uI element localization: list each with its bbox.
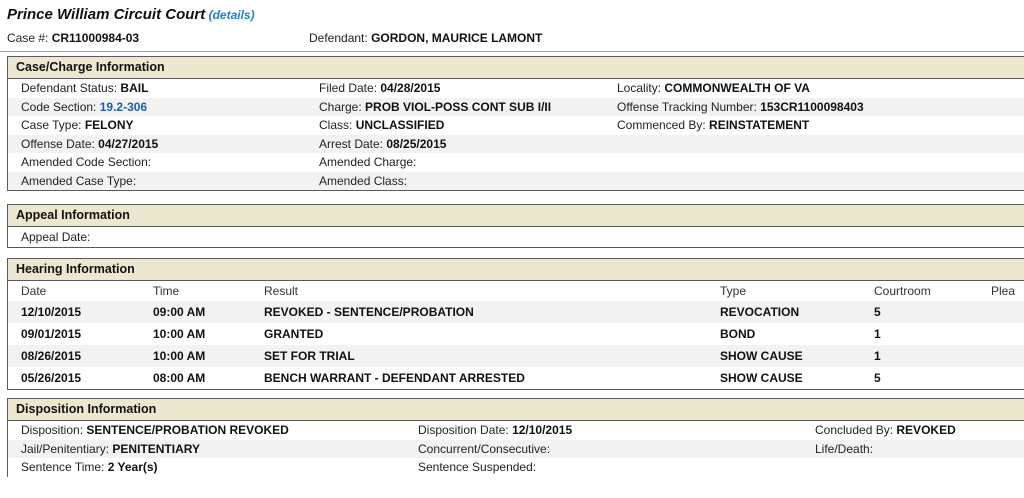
column-header: Type bbox=[720, 284, 747, 298]
field-value: 12/10/2015 bbox=[512, 423, 573, 437]
field-label: Life/Death: bbox=[815, 441, 874, 456]
info-row bbox=[8, 135, 1024, 154]
field-label: Amended Class: bbox=[319, 173, 408, 188]
info-field bbox=[319, 153, 416, 172]
info-row bbox=[8, 98, 1024, 117]
code-section-link[interactable]: 19.2-306 bbox=[99, 99, 148, 114]
field-label: Jail/Penitentiary: bbox=[21, 441, 110, 456]
field-label: Case Type: bbox=[21, 118, 82, 132]
disposition-section bbox=[7, 398, 1024, 477]
court-heading bbox=[7, 6, 1017, 23]
column-header: Result bbox=[264, 284, 299, 298]
table-cell: 1 bbox=[874, 349, 881, 363]
field-value: BAIL bbox=[120, 81, 149, 95]
info-field bbox=[319, 116, 444, 135]
table-cell: GRANTED bbox=[264, 327, 324, 341]
info-field bbox=[617, 98, 864, 117]
info-row bbox=[8, 458, 1024, 477]
field-value: PROB VIOL-POSS CONT SUB I/II bbox=[365, 99, 552, 114]
table-cell: BENCH WARRANT - DEFENDANT ARRESTED bbox=[264, 371, 525, 385]
field-label: Concurrent/Consecutive: bbox=[418, 441, 551, 456]
table-row bbox=[8, 301, 1024, 323]
case-number-value: CR11000984-03 bbox=[51, 31, 140, 45]
info-field bbox=[21, 421, 289, 440]
table-cell: 12/10/2015 bbox=[21, 305, 82, 319]
info-field bbox=[418, 421, 572, 440]
table-row bbox=[8, 345, 1024, 367]
info-field bbox=[21, 458, 158, 477]
field-value: PENITENTIARY bbox=[112, 441, 200, 456]
column-header: Courtroom bbox=[874, 284, 931, 298]
table-cell: 10:00 AM bbox=[153, 349, 206, 363]
info-field bbox=[21, 153, 151, 172]
field-label: Commenced By: bbox=[617, 118, 706, 132]
field-label: Defendant Status: bbox=[21, 81, 118, 95]
field-label: Amended Code Section: bbox=[21, 155, 152, 169]
hearing-title: Hearing Information bbox=[8, 259, 1024, 281]
field-label: Filed Date: bbox=[319, 81, 378, 95]
table-cell: 09/01/2015 bbox=[21, 327, 82, 341]
table-cell: 1 bbox=[874, 327, 881, 341]
info-field bbox=[617, 79, 810, 98]
info-field bbox=[319, 172, 407, 191]
info-field bbox=[21, 98, 147, 117]
field-value: REINSTATEMENT bbox=[709, 118, 810, 132]
info-field bbox=[21, 440, 200, 459]
field-label: Amended Charge: bbox=[319, 155, 417, 169]
table-row bbox=[8, 367, 1024, 389]
field-value: FELONY bbox=[84, 118, 134, 132]
info-row bbox=[8, 172, 1024, 191]
info-field bbox=[617, 116, 809, 135]
field-label: Disposition Date: bbox=[418, 423, 509, 437]
appeal-title: Appeal Information bbox=[8, 205, 1024, 227]
field-value: 04/28/2015 bbox=[380, 81, 441, 95]
info-field bbox=[319, 135, 446, 154]
field-value: 153CR1100098403 bbox=[760, 99, 864, 114]
field-value: REVOKED bbox=[896, 423, 956, 437]
hearing-section bbox=[7, 258, 1024, 390]
field-value: 2 Year(s) bbox=[107, 460, 158, 474]
info-field bbox=[21, 116, 134, 135]
field-label: Locality: bbox=[617, 81, 662, 95]
appeal-date-field bbox=[21, 227, 90, 247]
case-charge-grid bbox=[8, 79, 1024, 190]
field-value: COMMONWEALTH OF VA bbox=[664, 81, 810, 95]
table-row bbox=[8, 323, 1024, 345]
table-cell: 5 bbox=[874, 305, 881, 319]
info-field bbox=[418, 440, 550, 459]
disposition-grid bbox=[8, 421, 1024, 477]
field-label: Disposition: bbox=[21, 423, 84, 437]
page-header bbox=[0, 0, 1024, 52]
appeal-date-label: Appeal Date: bbox=[21, 230, 91, 244]
table-cell: SET FOR TRIAL bbox=[264, 349, 355, 363]
disposition-title: Disposition Information bbox=[8, 399, 1024, 421]
info-row bbox=[8, 440, 1024, 459]
field-label: Sentence Suspended: bbox=[418, 460, 537, 474]
court-name: Prince William Circuit Court bbox=[7, 6, 206, 23]
case-charge-section bbox=[7, 56, 1024, 191]
case-charge-title: Case/Charge Information bbox=[8, 57, 1024, 79]
field-value: 08/25/2015 bbox=[386, 136, 447, 151]
info-field bbox=[815, 421, 956, 440]
table-cell: 05/26/2015 bbox=[21, 371, 82, 385]
defendant-value: GORDON, MAURICE LAMONT bbox=[371, 31, 543, 45]
field-label: Amended Case Type: bbox=[21, 173, 137, 188]
table-cell: 5 bbox=[874, 371, 881, 385]
field-label: Arrest Date: bbox=[319, 136, 384, 151]
info-field bbox=[319, 79, 440, 98]
table-cell: SHOW CAUSE bbox=[720, 349, 803, 363]
defendant-field bbox=[309, 31, 542, 45]
column-header: Time bbox=[153, 284, 180, 298]
column-header: Date bbox=[21, 284, 47, 298]
field-label: Code Section: bbox=[21, 99, 97, 114]
table-cell: REVOKED - SENTENCE/PROBATION bbox=[264, 305, 474, 319]
table-cell: 09:00 AM bbox=[153, 305, 206, 319]
info-field bbox=[319, 98, 551, 117]
field-label: Sentence Time: bbox=[21, 460, 105, 474]
info-field bbox=[21, 135, 158, 154]
defendant-label: Defendant: bbox=[309, 31, 368, 45]
info-field bbox=[418, 458, 536, 477]
table-cell: 10:00 AM bbox=[153, 327, 206, 341]
info-row bbox=[8, 79, 1024, 98]
info-row bbox=[8, 116, 1024, 135]
info-row bbox=[8, 153, 1024, 172]
field-label: Class: bbox=[319, 118, 353, 132]
table-cell: BOND bbox=[720, 327, 756, 341]
info-row bbox=[8, 421, 1024, 440]
hearing-table-body bbox=[8, 301, 1024, 389]
field-value: UNCLASSIFIED bbox=[355, 118, 445, 132]
case-number-label: Case #: bbox=[7, 31, 49, 45]
info-field bbox=[815, 440, 873, 459]
table-cell: SHOW CAUSE bbox=[720, 371, 803, 385]
field-label: Offense Date: bbox=[21, 136, 95, 151]
case-number-field bbox=[7, 31, 139, 45]
field-label: Charge: bbox=[319, 99, 362, 114]
info-field bbox=[21, 79, 148, 98]
column-header: Plea bbox=[991, 284, 1016, 298]
appeal-date-row bbox=[8, 227, 1024, 247]
appeal-section bbox=[7, 204, 1024, 248]
field-value: 04/27/2015 bbox=[98, 136, 159, 151]
info-field bbox=[21, 172, 136, 191]
table-cell: REVOCATION bbox=[720, 305, 800, 319]
field-label: Concluded By: bbox=[815, 423, 894, 437]
details-link[interactable]: (details) bbox=[208, 8, 255, 22]
field-label: Offense Tracking Number: bbox=[617, 99, 757, 114]
field-value: SENTENCE/PROBATION REVOKED bbox=[86, 423, 289, 437]
table-cell: 08/26/2015 bbox=[21, 349, 82, 363]
table-cell: 08:00 AM bbox=[153, 371, 206, 385]
hearing-table-header bbox=[8, 281, 1024, 301]
